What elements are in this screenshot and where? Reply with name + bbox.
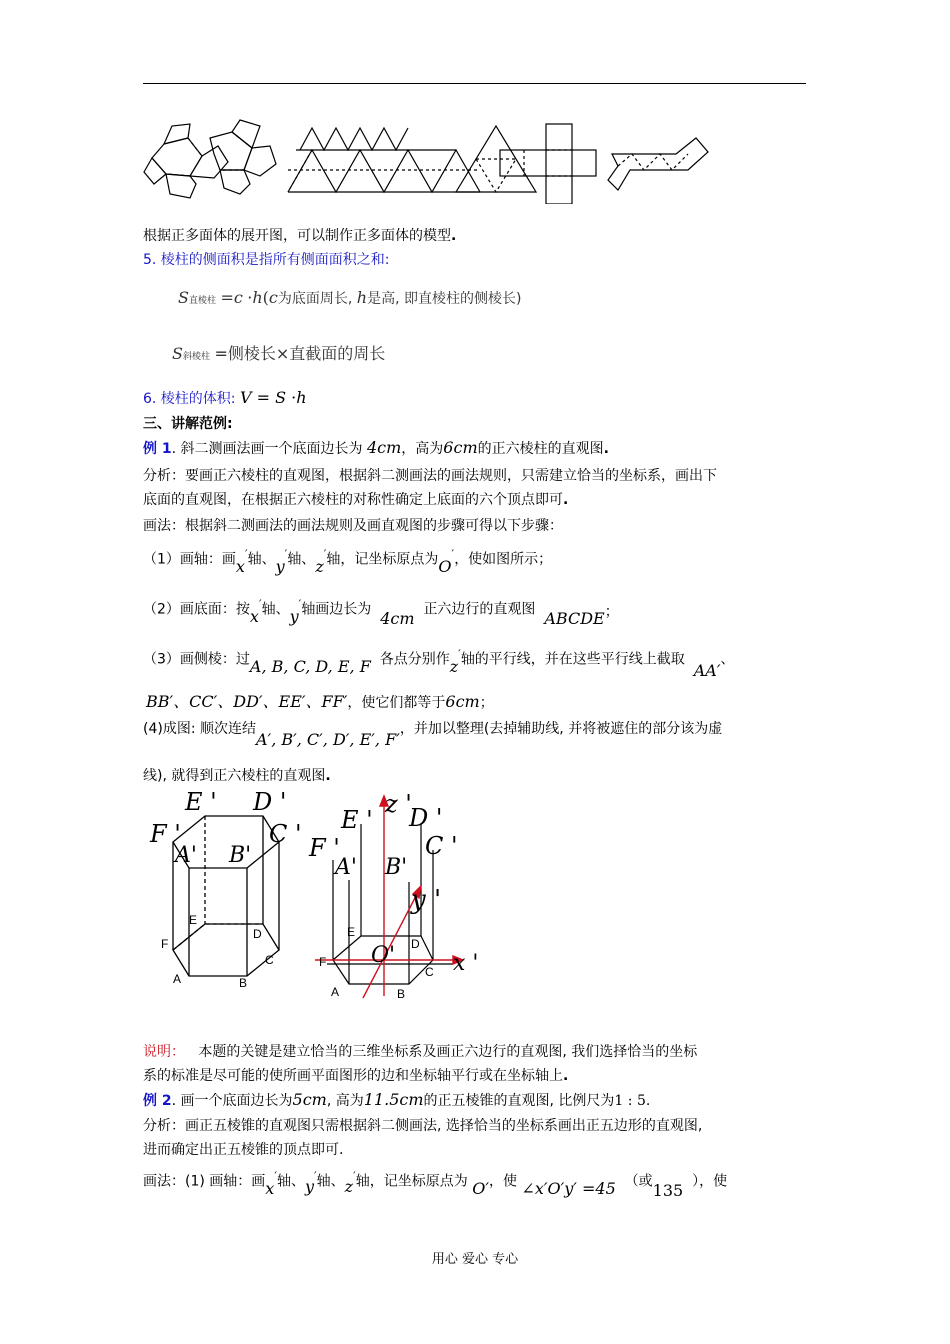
fig2-label-E: E xyxy=(347,925,356,939)
fig2-label-z: z ' xyxy=(385,790,412,818)
fig2-label-Dp: D ' xyxy=(409,804,443,832)
hexagonal-prism-figure xyxy=(145,790,305,1000)
example-1: 例 1. 斜二测画法画一个底面边长为 4cm，高为6cm的正六棱柱的直观图. xyxy=(143,438,609,457)
step-3-continued: BB′、CC′、DD′、EE′、FF′，使它们都等于6cm； xyxy=(146,692,494,711)
step-4-continued: 线), 就得到正六棱柱的直观图. xyxy=(143,768,331,784)
method-1-intro: 画法：根据斜二测画法的画法规则及画直观图的步骤可得以下步骤： xyxy=(143,518,563,534)
fig2-label-x: x ' xyxy=(453,951,479,976)
fig1-label-A: A xyxy=(173,972,182,986)
item-6-volume: 6. 棱柱的体积: V = S ·h xyxy=(143,388,307,407)
page-footer: 用心 爱心 专心 xyxy=(431,1252,519,1267)
fig2-label-O: O' xyxy=(371,943,396,968)
fig2-label-A: A xyxy=(331,985,340,999)
formula-right-prism: S直棱柱 =c ·h(c为底面周长, h是高, 即直棱柱的侧棱长) xyxy=(178,288,522,307)
example-2: 例 2. 画一个底面边长为5cm, 高为11.5cm的正五棱锥的直观图, 比例尺为1 : 5. xyxy=(143,1090,651,1109)
note-line-1: 说明： 本题的关键是建立恰当的三维坐标系及画正六边行的直观图, 我们选择恰当的坐标 xyxy=(143,1044,698,1060)
fig2-label-B: B xyxy=(397,987,406,1001)
fig1-label-C: C xyxy=(265,953,274,967)
fig2-label-C: C xyxy=(425,965,434,979)
analysis-2-line-1: 分析：画正五棱锥的直观图只需根据斜二侧画法, 选择恰当的坐标系画出正五边形的直观图, xyxy=(143,1118,703,1134)
step-2: （2）画底面：按x′轴、y′轴画边长为 4cm 正六边行的直观图 ABCDE； xyxy=(143,597,619,628)
analysis-1-line-1: 分析：要画正六棱柱的直观图，根据斜二测画法的画法规则，只需建立恰当的坐标系，画出下 xyxy=(143,468,717,484)
fig1-label-D: D xyxy=(253,927,262,941)
fig1-label-E: E xyxy=(189,913,198,927)
step-3: （3）画侧棱：过A, B, C, D, E, F 各点分别作z′轴的平行线，并在这些平行线上截取 AA′、 xyxy=(143,647,735,680)
fig2-label-Cp: C ' xyxy=(425,832,458,860)
fig1-label-Ap: A' xyxy=(175,843,197,868)
fig2-label-Ap: A' xyxy=(335,855,357,880)
fig2-label-D: D xyxy=(411,937,420,951)
item-5-heading: 5. 棱柱的侧面积是指所有侧面面积之和: xyxy=(143,252,390,268)
fig2-label-Fp: F ' xyxy=(309,834,340,862)
step-1: （1）画轴：画x′轴、y′轴、z′轴，记坐标原点为O′，使如图所示； xyxy=(143,547,553,576)
fig2-label-F: F xyxy=(319,955,327,969)
note-line-2: 系的标准是尽可能的使所画平面图形的边和坐标轴平行或在坐标轴上. xyxy=(143,1068,569,1084)
analysis-2-line-2: 进而确定出正五棱锥的顶点即可. xyxy=(143,1142,344,1158)
fig1-label-Bp: B' xyxy=(229,843,252,868)
fig1-label-Ep: E ' xyxy=(185,790,217,816)
step-4: (4)成图: 顺次连结A′, B′, C′, D′, E′, F′，并加以整理(去掉辅助线, 并将被遮住的部分该为虚 xyxy=(143,721,723,749)
intro-line: 根据正多面体的展开图，可以制作正多面体的模型. xyxy=(143,228,457,244)
header-rule xyxy=(143,83,806,84)
polyhedra-nets-figure xyxy=(140,118,710,204)
fig1-label-B: B xyxy=(239,976,248,990)
section-3-heading: 三、讲解范例: xyxy=(143,416,233,432)
fig2-label-y: y ' xyxy=(411,885,442,915)
hexagonal-prism-axes-figure xyxy=(305,790,505,1005)
fig2-label-Bp: B' xyxy=(385,855,408,880)
fig1-label-Cp: C ' xyxy=(269,820,302,848)
fig2-label-Ep: E ' xyxy=(341,806,373,834)
analysis-1-line-2: 底面的直观图，在根据正六棱柱的对称性确定上底面的六个顶点即可. xyxy=(143,492,569,508)
fig1-label-Fp: F ' xyxy=(150,820,181,848)
fig1-label-F: F xyxy=(161,937,169,951)
method-2-step-1: 画法：(1) 画轴：画x′轴、y′轴、z′轴，记坐标原点为 O′，使 ∠x′O′y′ =45 （或135 ），使 xyxy=(143,1169,728,1200)
formula-oblique-prism: S斜棱柱 =侧棱长×直截面的周长 xyxy=(172,344,386,363)
fig1-label-Dp: D ' xyxy=(253,790,287,816)
